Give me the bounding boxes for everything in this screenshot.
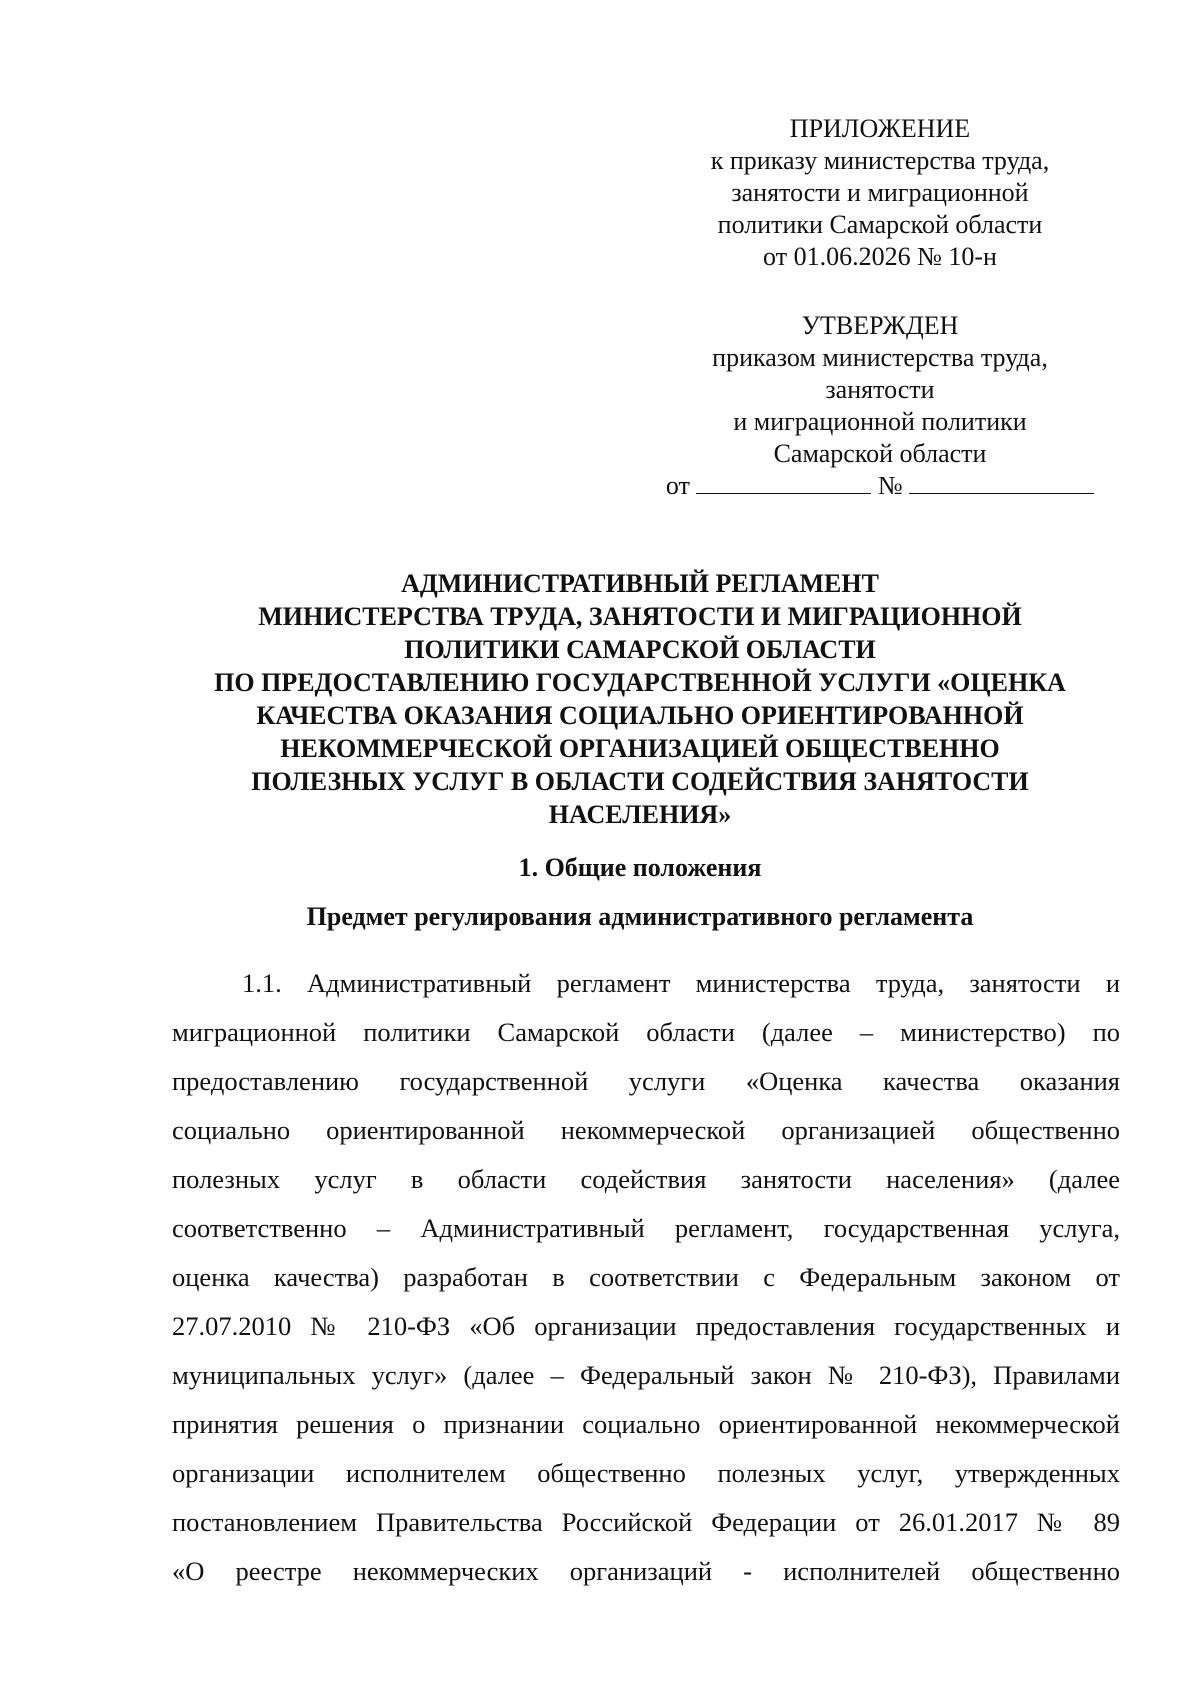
approval-line: приказом министерства труда, [712,343,1048,372]
paragraph-line: 27.07.2010 № 210-ФЗ «Об организации предоставления государственных и [172,1311,1120,1341]
title-line: НАСЕЛЕНИЯ» [548,800,732,829]
approval-signature-line [620,470,1140,502]
title-line: МИНИСТЕРСТВА ТРУДА, ЗАНЯТОСТИ И МИГРАЦИОННОЙ [258,602,1022,631]
paragraph-line: принятия решения о признании социально ориентированной некоммерческой [172,1409,1120,1439]
paragraph-line: миграционной политики Самарской области (далее – министерство) по [172,1017,1120,1047]
title-line: ПО ПРЕДОСТАВЛЕНИЮ ГОСУДАРСТВЕННОЙ УСЛУГИ «ОЦЕНКА [214,668,1066,697]
section-subheading: Предмет регулирования административного регламента [306,902,974,931]
appendix-line: к приказу министерства труда, [710,146,1050,175]
paragraph-line: полезных услуг в области содействия занятости населения» (далее [172,1164,1120,1194]
appendix-date-number: от 01.06.2026 № 10-н [763,242,997,271]
body-paragraph [172,959,1120,1596]
title-line: АДМИНИСТРАТИВНЫЙ РЕГЛАМЕНТ [401,569,879,598]
appendix-line: политики Самарской области [717,210,1043,239]
number-label: № [877,471,903,500]
title-line: ПОЛИТИКИ САМАРСКОЙ ОБЛАСТИ [404,635,876,664]
paragraph-line: 1.1. Административный регламент министерства труда, занятости и [242,968,1120,998]
paragraph-line: организации исполнителем общественно полезных услуг, утвержденных [172,1458,1120,1488]
paragraph-line: оценка качества) разработан в соответствии с Федеральным законом от [172,1262,1120,1292]
paragraph-line: социально ориентированной некоммерческой организацией общественно [172,1115,1120,1145]
paragraph-line: постановлением Правительства Российской Федерации от 26.01.2017 № 89 [172,1507,1120,1537]
appendix-line: занятости и миграционной [731,178,1029,207]
approval-line: Самарской области [773,439,987,468]
paragraph-line: муниципальных услуг» (далее – Федеральный закон № 210-ФЗ), Правилами [172,1360,1120,1390]
document-title [120,567,1160,831]
title-line: НЕКОММЕРЧЕСКОЙ ОРГАНИЗАЦИЕЙ ОБЩЕСТВЕННО [280,734,1000,763]
approval-title: УТВЕРЖДЕН [801,311,959,340]
section-heading: 1. Общие положения [518,853,762,882]
appendix-block [630,113,1130,273]
from-label: от [665,471,690,500]
number-blank [909,471,1094,494]
appendix-title: ПРИЛОЖЕНИЕ [789,114,971,143]
paragraph-line: предоставлению государственной услуги «Оценка качества оказания [172,1066,1120,1096]
title-line: ПОЛЕЗНЫХ УСЛУГ В ОБЛАСТИ СОДЕЙСТВИЯ ЗАНЯТОСТИ [251,767,1029,796]
approval-line: и миграционной политики [733,407,1027,436]
approval-line: занятости [825,375,935,404]
date-blank [696,471,871,494]
paragraph-line: соответственно – Административный регламент, государственная услуга, [172,1213,1120,1243]
approval-block [620,310,1140,502]
paragraph-line: «О реестре некоммерческих организаций - исполнителей общественно [172,1556,1120,1586]
title-line: КАЧЕСТВА ОКАЗАНИЯ СОЦИАЛЬНО ОРИЕНТИРОВАННОЙ [256,701,1024,730]
